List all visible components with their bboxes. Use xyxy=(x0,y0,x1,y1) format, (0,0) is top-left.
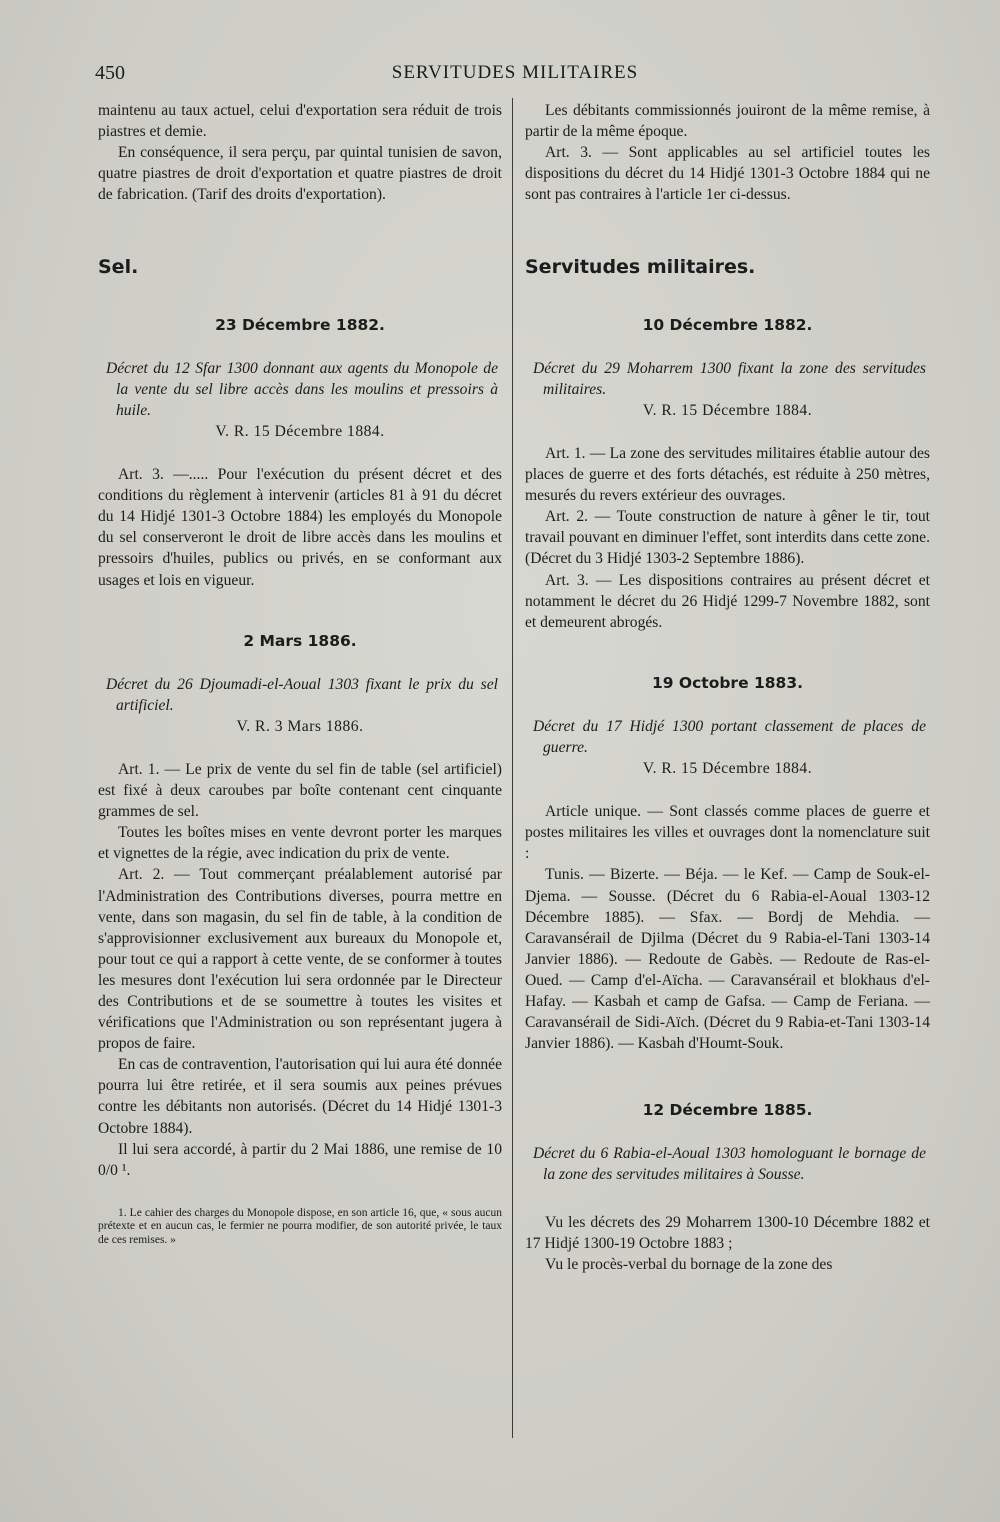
article: Art. 2. — Tout commerçant préalablement autorisé par l'Administration des Contributions diverses, pourra mettre en vente, dans son magasin, du sel fin de table, à la condition de s'approvisionner exclusivement aux bureaux du Monopole et, pour tout ce qui a rapport à cette vente, de se conformer à toutes les mesures dont l'exécution lui sera ordonnée par le Directeur des Contributions et de se soumettre à toutes les visites et vérifications que l'Administration ou son représentant jugera à propos de faire. xyxy=(98,866,502,1053)
decree-summary: Décret du 12 Sfar 1300 donnant aux agents du Monopole de la vente du sel libre accès dans les moulins et pressoirs à huile. xyxy=(106,359,498,419)
paragraph: Il lui sera accordé, à partir du 2 Mai 1886, une remise de 10 0/0 ¹. xyxy=(98,1140,502,1179)
decree-summary: Décret du 17 Hidjé 1300 portant classement de places de guerre. xyxy=(533,717,926,756)
paragraph: maintenu au taux actuel, celui d'exportation sera réduit de trois piastres et demie. xyxy=(98,102,502,141)
article: Article unique. — Sont classés comme places de guerre et postes militaires les villes et ouvrages dont la nomenclature suit : xyxy=(525,803,930,863)
article: Art. 1. — Le prix de vente du sel fin de table (sel artificiel) est fixé à deux caroubes par boîte contenant cent cinquante grammes de sel. xyxy=(98,760,502,821)
decree-date: 10 Décembre 1882. xyxy=(642,315,813,334)
paragraph: En conséquence, il sera perçu, par quintal tunisien de savon, quatre piastres de droit d'exportation et quatre piastres de droit de fabrication. (Tarif des droits d'exportation). xyxy=(98,144,502,204)
paragraph: En cas de contravention, l'autorisation qui lui aura été donnée pourra lui être retirée, et il sera soumis aux peines prévues contre les débitants non autorisés. (Décret du 14 Hidjé 1301-3 Octobre 1884). xyxy=(98,1056,502,1137)
vr-date: V. R. 15 Décembre 1884. xyxy=(642,401,813,419)
paragraph: Vu les décrets des 29 Moharrem 1300-10 Décembre 1882 et 17 Hidjé 1300-19 Octobre 1883 ; xyxy=(525,1213,930,1252)
page-header xyxy=(95,62,935,92)
paragraph: Tunis. — Bizerte. — Béja. — le Kef. — Camp de Souk-el-Djema. — Sousse. (Décret du 6 Rabia-el-Aoual 1303-12 Décembre 1885). — Sfax. — Bordj de Mehdia. — Caravansérail de Djilma (Décret du 9 Rabia-el-Tani 1303-14 Janvier 1886). — Redoute de Gabès. — Redoute de Ras-el-Oued. — Camp d'el-Aïcha. — Caravansérail et blokhaus d'el-Hafay. — Kasbah et camp de Gafsa. — Camp de Feriana. — Caravansérail de Sidi-Aïch. (Décret du 9 Rabia-et-Tani 1303-14 Janvier 1886). — Kasbah d'Houmt-Souk. xyxy=(525,866,930,1053)
vr-date: V. R. 15 Décembre 1884. xyxy=(215,422,385,440)
vr-date: V. R. 15 Décembre 1884. xyxy=(642,760,813,778)
section-title-servitudes: Servitudes militaires. xyxy=(525,256,756,279)
decree-summary: Décret du 6 Rabia-el-Aoual 1303 homologuant le bornage de la zone des servitudes militaires à Sousse. xyxy=(533,1145,926,1184)
vr-date: V. R. 3 Mars 1886. xyxy=(236,717,364,735)
footnote: 1. Le cahier des charges du Monopole dispose, en son article 16, que, « sous aucun prétexte et en aucun cas, le fermier ne pourra modifier, de son autorité privée, le taux de ces remises. » xyxy=(98,1206,502,1246)
decree-summary: Décret du 26 Djoumadi-el-Aoual 1303 fixant le prix du sel artificiel. xyxy=(106,675,498,714)
article: Art. 3. — Les dispositions contraires au présent décret et notamment le décret du 26 Hidjé 1299-7 Novembre 1882, sont et demeurent abrogés. xyxy=(525,571,930,631)
running-title: SERVITUDES MILITAIRES xyxy=(391,62,639,83)
paragraph: Les débitants commissionnés jouiront de la même remise, à partir de la même époque. xyxy=(525,102,930,141)
column-divider xyxy=(512,98,513,1438)
left-column xyxy=(98,100,502,1247)
decree-date: 23 Décembre 1882. xyxy=(215,315,385,334)
section-title-sel: Sel. xyxy=(98,256,139,279)
paragraph: Vu le procès-verbal du bornage de la zone des xyxy=(545,1255,833,1273)
page-number: 450 xyxy=(95,62,125,84)
decree-summary: Décret du 29 Moharrem 1300 fixant la zone des servitudes militaires. xyxy=(533,359,926,398)
decree-date: 2 Mars 1886. xyxy=(243,631,357,650)
article: Art. 3. —..... Pour l'exécution du présent décret et des conditions du règlement à intervenir (articles 81 à 91 du décret du 14 Hidjé 1301-3 Octobre 1884) les employés du Monopole du sel conserveront le droit de libre accès dans les moulins et pressoirs d'huiles, publics ou privés, en se conformant aux usages et lois en vigueur. xyxy=(98,466,502,589)
article: Art. 3. — Sont applicables au sel artificiel toutes les dispositions du décret du 14 Hidjé 1301-3 Octobre 1884 qui ne sont pas contraires à l'article 1er ci-dessus. xyxy=(525,144,930,204)
article: Art. 1. — La zone des servitudes militaires établie autour des places de guerre et des forts détachés, est réduite à 250 mètres, mesurés du revers extérieur des ouvrages. xyxy=(525,444,930,505)
decree-date: 12 Décembre 1885. xyxy=(642,1101,813,1120)
right-column xyxy=(525,100,930,1275)
decree-date: 19 Octobre 1883. xyxy=(651,673,804,692)
article: Art. 2. — Toute construction de nature à gêner le tir, tout travail pouvant en diminuer l'effet, sont interdits dans cette zone. (Décret du 3 Hidjé 1303-2 Septembre 1886). xyxy=(525,508,930,568)
paragraph: Toutes les boîtes mises en vente devront porter les marques et vignettes de la régie, avec indication du prix de vente. xyxy=(98,824,502,863)
